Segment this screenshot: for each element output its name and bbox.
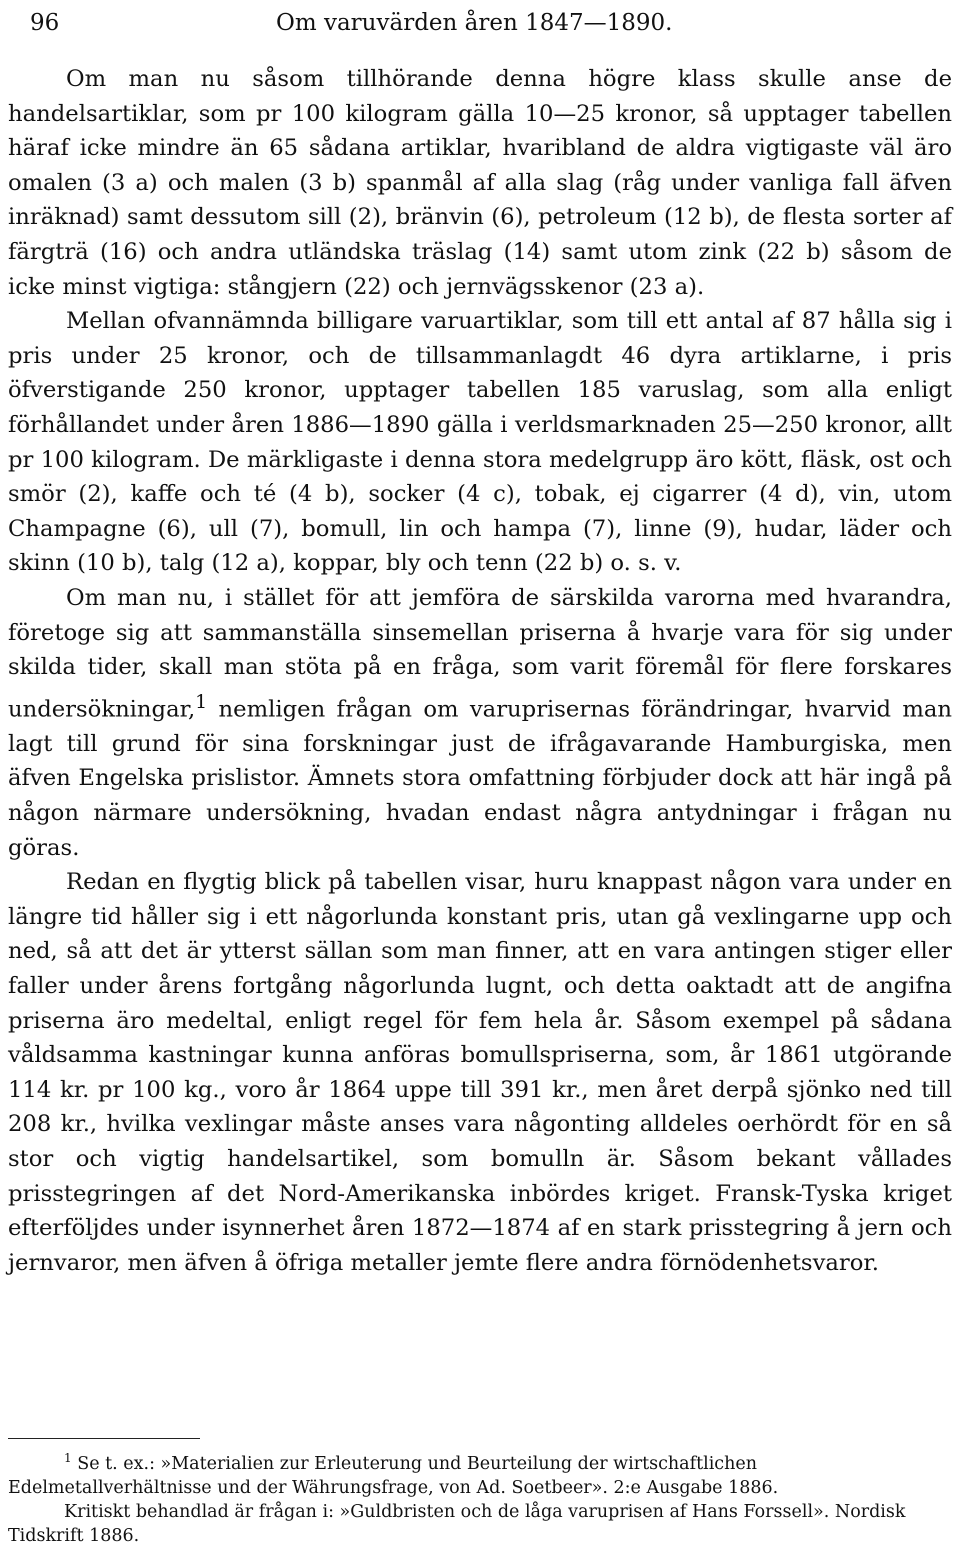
paragraph-3 <box>8 581 952 865</box>
page-number: 96 <box>30 10 60 36</box>
paragraph-3-text-after-note: nemligen frågan om varuprisernas förändringar, hvarvid man lagt till grund för sina forskningar just de ifrågavarande Hamburgiska, men äfven Engelska prislistor. Ämnets stora omfattning förbjuder dock att här ingå på någon närmare undersökning, hvadan endast några antydningar i frågan nu göras. <box>8 696 952 861</box>
book-page <box>8 0 952 1280</box>
footnote-separator <box>8 1438 200 1439</box>
paragraph-4: Redan en flygtig blick på tabellen visar, huru knappast någon vara under en längre tid håller sig i ett någorlunda konstant pris, utan gå vexlingarne upp och ned, så att det är ytterst sällan som man finner, att en vara antingen stiger eller faller under årens fortgång någorlunda lugnt, och detta oaktadt att de angifna priserna äro medeltal, enligt regel för fem hela år. Såsom exempel på sådana våldsamma kastningar kunna anföras bomullspriserna, som, år 1861 utgörande 114 kr. pr 100 kg., voro år 1864 uppe till 391 kr., men året derpå sjönko ned till 208 kr., hvilka vexlingar måste anses vara någonting alldeles oerhördt för en så stor och vigtig handelsartikel, som bomulln är. Såsom bekant vållades prisstegringen af det Nord-Amerikanska inbördes kriget. Fransk-Tyska kriget efterföljdes under isynnerhet åren 1872—1874 af en stark prisstegring å jern och jernvaror, men äfven å öfriga metaller jemte flere andra förnödenhetsvaror. <box>8 869 952 1276</box>
footnote-reference: 1 <box>195 690 208 713</box>
footnote-2: Kritiskt behandlad är frågan i: »Guldbristen och de låga varuprisen af Hans Forssell». Nordisk Tidskrift 1886. <box>8 1501 906 1546</box>
footnote-1-text: Se t. ex.: »Materialien zur Erleuterung und Beurteilung der wirtschaftlichen Edelmetallverhältnisse und der Währungsfrage, von Ad. Soetbeer». 2:e Ausgabe 1886. <box>8 1453 779 1498</box>
footnote-1 <box>8 1446 952 1500</box>
paragraph-3-text-before-note: Om man nu, i stället för att jemföra de särskilda varorna med hvarandra, företoge sig att sammanställa sinsemellan priserna å hvarje vara för sig under skilda tider, skall man stöta på en fråga, som varit föremål för flere forskares undersökningar, <box>8 584 952 723</box>
paragraph-2: Mellan ofvannämnda billigare varuartiklar, som till ett antal af 87 hålla sig i pris under 25 kronor, och de tillsammanlagdt 46 dyra artiklarne, i pris öfverstigande 250 kronor, upptager tabellen 185 varuslag, som alla enligt förhållandet under åren 1886—1890 gälla i verldsmarknaden 25—250 kronor, allt pr 100 kilogram. De märkligaste i denna stora medelgrupp äro kött, fläsk, ost och smör (2), kaffe och té (4 b), socker (4 c), tobak, ej cigarrer (4 d), vin, utom Champagne (6), ull (7), bomull, lin och hampa (7), linne (9), hudar, läder och skinn (10 b), talg (12 a), koppar, bly och tenn (22 b) o. s. v. <box>8 308 952 577</box>
paragraph-1: Om man nu såsom tillhörande denna högre klass skulle anse de handelsartiklar, som pr 100 kilogram gälla 10—25 kronor, så upptager tabellen häraf icke mindre än 65 sådana artiklar, hvaribland de aldra vigtigaste väl äro omalen (3 a) och malen (3 b) spanmål af alla slag (råg under vanliga fall äfven inräknad) samt dessutom sill (2), bränvin (6), petroleum (12 b), de flesta sorter af färgträ (16) och andra utländska träslag (14) samt utom zink (22 b) såsom de icke minst vigtiga: stångjern (22) och jernvägsskenor (23 a). <box>8 66 952 300</box>
running-head <box>8 0 952 46</box>
running-title: Om varuvärden åren 1847—1890. <box>276 10 673 36</box>
footnotes <box>8 1438 952 1548</box>
body-text <box>8 62 952 1280</box>
footnote-marker: 1 <box>64 1451 72 1465</box>
